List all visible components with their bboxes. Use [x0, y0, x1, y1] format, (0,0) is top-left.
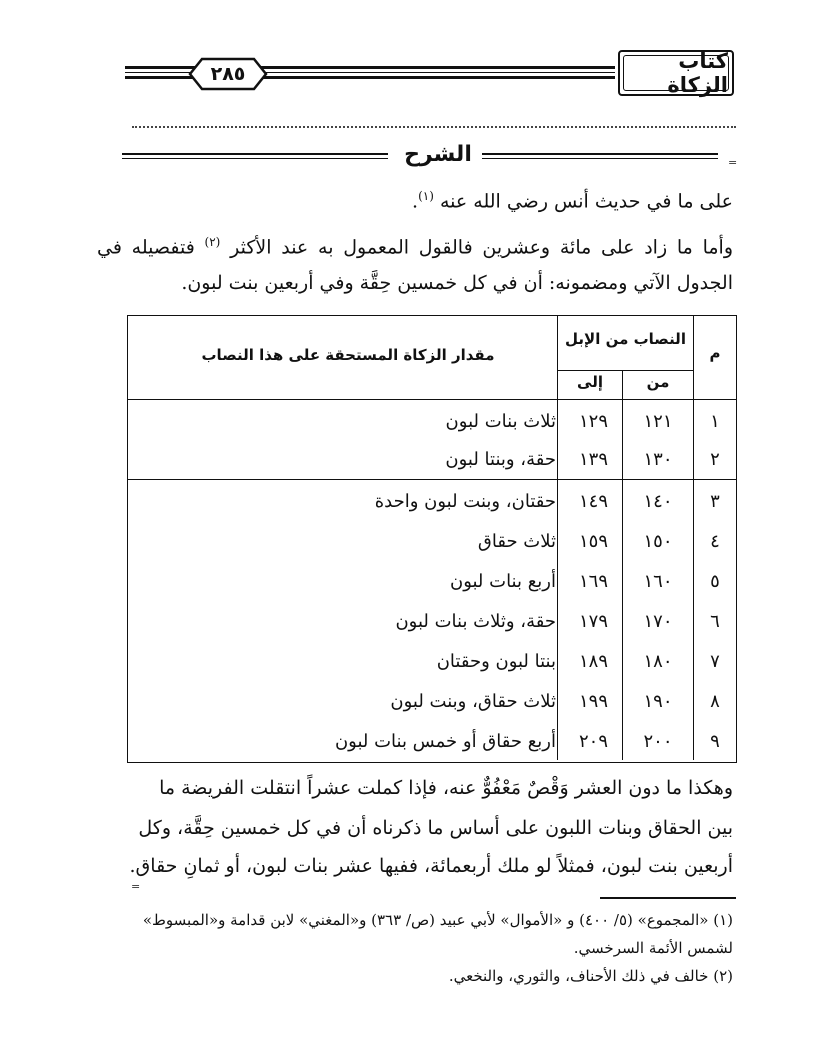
- row-to: ٢٠٩: [579, 730, 609, 752]
- table-row: [128, 480, 736, 522]
- section-rule-left-2: [122, 158, 388, 159]
- row-amount: أربع بنات لبون: [449, 570, 556, 592]
- col-header-no: م: [709, 344, 721, 362]
- row-amount: حقة، وثلاث بنات لبون: [395, 610, 556, 632]
- row-number: ٩: [710, 730, 720, 752]
- row-amount: أربع حقاق أو خمس بنات لبون: [334, 730, 556, 752]
- row-number: ٧: [710, 650, 720, 672]
- table-row: [128, 680, 736, 722]
- row-from: ١٧٠: [643, 610, 673, 632]
- row-number: ٣: [710, 490, 720, 512]
- section-title: الشرح: [404, 142, 472, 167]
- table-row: [128, 600, 736, 642]
- after-line-1: وهكذا ما دون العشر وَقْصٌ مَعْفُوٌّ عنه، فإذا كملت عشراً انتقلت الفريضة ما: [159, 777, 733, 799]
- page-number: ٢٨٥: [210, 63, 246, 85]
- row-number: ٤: [710, 530, 720, 552]
- footnote-rule: [600, 897, 736, 899]
- row-from: ١٦٠: [643, 570, 673, 592]
- margin-mark-icon: =: [728, 156, 738, 169]
- table-row: [128, 400, 736, 442]
- row-to: ١٥٩: [579, 530, 609, 552]
- dotted-separator: [132, 126, 736, 128]
- table-row: [128, 520, 736, 562]
- row-amount: ثلاث حقاق، وبنت لبون: [390, 690, 556, 712]
- footnote-1: (١) «المجموع» (٥/ ٤٠٠) و «الأموال» لأبي عبيد (ص/ ٣٦٣) و«المغني» لابن قدامة و«المبسوط»: [142, 911, 733, 929]
- row-number: ٨: [710, 690, 720, 712]
- table-row: [128, 560, 736, 602]
- body-line-2-text: وأما ما زاد على مائة وعشرين فالقول المعمول به عند الأكثر: [230, 236, 734, 259]
- col-header-to: إلى: [577, 373, 603, 391]
- table-row: [128, 720, 736, 762]
- body-line-2: [97, 224, 733, 266]
- row-number: ١: [710, 410, 720, 432]
- row-to: ١٦٩: [579, 570, 609, 592]
- row-to: ١٩٩: [579, 690, 609, 712]
- after-line-3: أربعين بنت لبون، فمثلاً لو ملك أربعمائة، ففيها عشر بنات لبون، أو ثمانِ حقاق.: [129, 855, 733, 877]
- page-number-badge: [188, 57, 268, 91]
- row-amount: حقتان، وبنت لبون واحدة: [374, 490, 556, 512]
- book-title: كتاب الزكاة: [667, 49, 728, 97]
- col-header-nisab: النصاب من الإبل: [565, 330, 686, 348]
- section-rule-left-1: [122, 153, 388, 155]
- body-line-1-end: .: [412, 190, 419, 213]
- table-hline-subheader: [557, 370, 694, 371]
- row-from: ١٤٠: [643, 490, 673, 512]
- table-row: [128, 438, 736, 480]
- footnote-ref-2[interactable]: (٢): [204, 235, 221, 249]
- footnote-ref-1[interactable]: (١): [418, 189, 434, 203]
- section-rule-right-1: [482, 153, 718, 155]
- row-from: ١٣٠: [643, 448, 673, 470]
- row-amount: ثلاث بنات لبون: [445, 410, 556, 432]
- body-line-1: [97, 178, 733, 220]
- row-amount: حقة، وبنتا لبون: [445, 448, 556, 470]
- row-to: ١٣٩: [579, 448, 609, 470]
- nisab-table: [127, 315, 737, 763]
- book-title-box: [618, 50, 734, 96]
- footnote-1-cont: لشمس الأئمة السرخسي.: [573, 939, 733, 957]
- section-rule-right-2: [482, 158, 718, 159]
- row-to: ١٨٩: [579, 650, 609, 672]
- row-number: ٦: [710, 610, 720, 632]
- body-line-2-end: فتفصيله في: [97, 236, 195, 259]
- after-line-2: بين الحقاق وبنات اللبون على أساس ما ذكرناه أن في كل خمسين حِقَّة، وكل: [138, 817, 733, 839]
- col-header-amount: مقدار الزكاة المستحقة على هذا النصاب: [201, 346, 495, 364]
- row-to: ١٤٩: [579, 490, 609, 512]
- row-from: ١٩٠: [643, 690, 673, 712]
- body-line-1-text: على ما في حديث أنس رضي الله عنه: [439, 190, 733, 213]
- row-amount: ثلاث حقاق: [477, 530, 556, 552]
- row-number: ٢: [710, 448, 720, 470]
- row-number: ٥: [710, 570, 720, 592]
- row-from: ١٢١: [643, 410, 673, 432]
- row-from: ١٥٠: [643, 530, 673, 552]
- row-amount: بنتا لبون وحقتان: [436, 650, 556, 672]
- row-from: ١٨٠: [643, 650, 673, 672]
- footnote-2: (٢) خالف في ذلك الأحناف، والثوري، والنخعي.: [448, 967, 733, 985]
- row-to: ١٢٩: [579, 410, 609, 432]
- table-row: [128, 640, 736, 682]
- margin-mark-bottom-icon: =: [131, 880, 141, 893]
- body-line-3: الجدول الآتي ومضمونه: أن في كل خمسين حِقَّة وفي أربعين بنت لبون.: [181, 272, 733, 294]
- col-header-from: من: [646, 373, 670, 391]
- row-to: ١٧٩: [579, 610, 609, 632]
- row-from: ٢٠٠: [643, 730, 673, 752]
